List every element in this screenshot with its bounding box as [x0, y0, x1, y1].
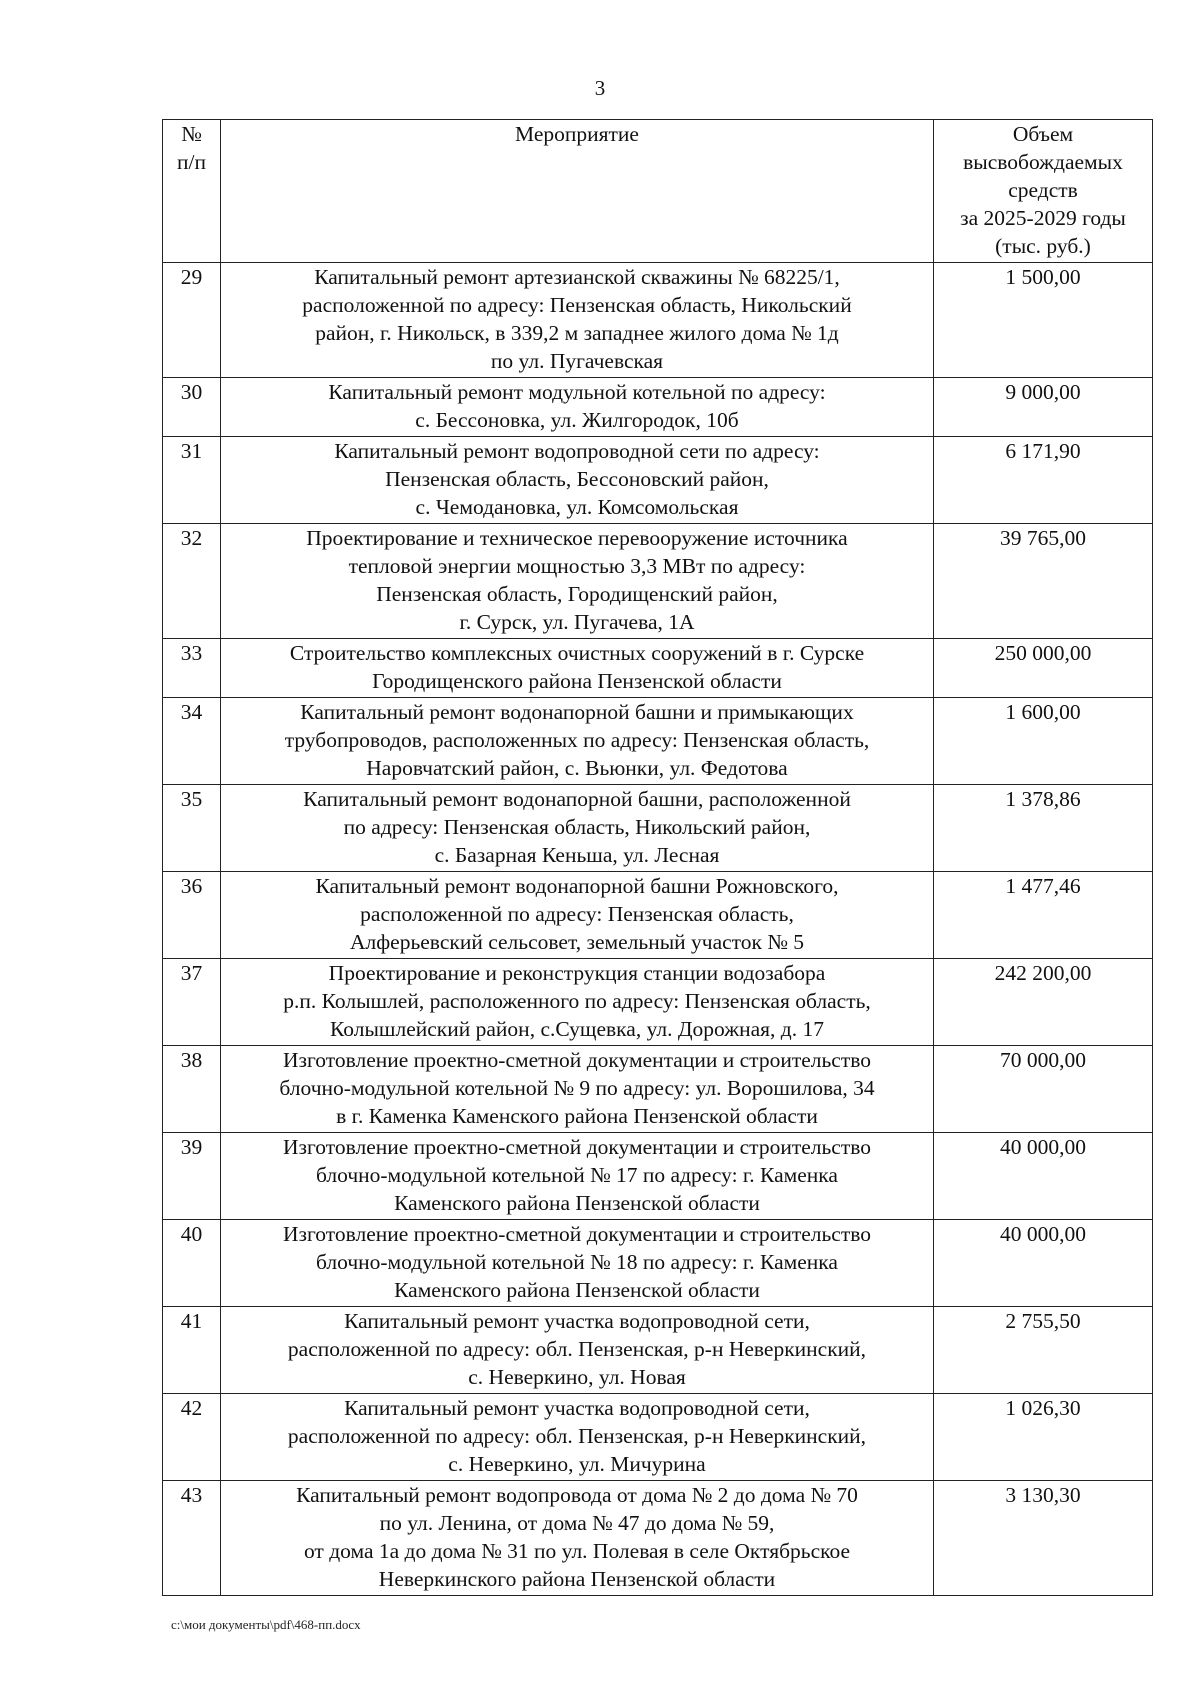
table-row	[163, 437, 1153, 524]
row-number-cell: 34	[163, 698, 221, 785]
row-activity-cell: Проектирование и техническое перевооружение источника тепловой энергии мощностью 3,3 МВт по адресу: Пензенская область, Городищенский район, г. Сурск, ул. Пугачева, 1А	[221, 524, 934, 639]
row-number-cell: 43	[163, 1481, 221, 1596]
row-amount-cell: 70 000,00	[934, 1046, 1153, 1133]
row-amount-cell: 3 130,30	[934, 1481, 1153, 1596]
page-number: 3	[594, 76, 606, 100]
footer-file-path: c:\мои документы\pdf\468-пп.docx	[171, 1617, 361, 1632]
row-amount-cell: 1 378,86	[934, 785, 1153, 872]
table-row	[163, 785, 1153, 872]
measures-table	[162, 119, 1153, 1596]
table-row	[163, 959, 1153, 1046]
row-number-cell: 33	[163, 639, 221, 698]
row-activity-cell: Строительство комплексных очистных сооружений в г. Сурске Городищенского района Пензенской области	[221, 639, 934, 698]
row-number-cell: 36	[163, 872, 221, 959]
row-activity-cell: Изготовление проектно-сметной документации и строительство блочно-модульной котельной № 18 по адресу: г. Каменка Каменского района Пензенской области	[221, 1220, 934, 1307]
row-activity-cell: Капитальный ремонт водонапорной башни Рожновского, расположенной по адресу: Пензенская область, Алферьевский сельсовет, земельный участок № 5	[221, 872, 934, 959]
row-amount-cell: 40 000,00	[934, 1133, 1153, 1220]
row-number-cell: 40	[163, 1220, 221, 1307]
row-activity-cell: Капитальный ремонт водонапорной башни, расположенной по адресу: Пензенская область, Никольский район, с. Базарная Кеньша, ул. Лесная	[221, 785, 934, 872]
table-row	[163, 1220, 1153, 1307]
table-row	[163, 698, 1153, 785]
row-number-cell: 30	[163, 378, 221, 437]
table-header-row	[163, 120, 1153, 263]
row-amount-cell: 2 755,50	[934, 1307, 1153, 1394]
table-row	[163, 1481, 1153, 1596]
row-amount-cell: 1 500,00	[934, 263, 1153, 378]
row-number-cell: 31	[163, 437, 221, 524]
header-number: № п/п	[163, 120, 221, 263]
row-activity-cell: Проектирование и реконструкция станции водозабора р.п. Колышлей, расположенного по адресу: Пензенская область, Колышлейский район, с.Сущевка, ул. Дорожная, д. 17	[221, 959, 934, 1046]
row-amount-cell: 242 200,00	[934, 959, 1153, 1046]
row-activity-cell: Капитальный ремонт водопроводной сети по адресу: Пензенская область, Бессоновский район, с. Чемодановка, ул. Комсомольская	[221, 437, 934, 524]
table-row	[163, 1133, 1153, 1220]
row-number-cell: 37	[163, 959, 221, 1046]
row-activity-cell: Изготовление проектно-сметной документации и строительство блочно-модульной котельной № 9 по адресу: ул. Ворошилова, 34 в г. Каменка Каменского района Пензенской области	[221, 1046, 934, 1133]
table-row	[163, 524, 1153, 639]
row-activity-cell: Капитальный ремонт артезианской скважины № 68225/1, расположенной по адресу: Пензенская область, Никольский район, г. Никольск, в 339,2 м западнее жилого дома № 1д по ул. Пугачевская	[221, 263, 934, 378]
row-activity-cell: Капитальный ремонт модульной котельной по адресу: с. Бессоновка, ул. Жилгородок, 10б	[221, 378, 934, 437]
row-amount-cell: 1 600,00	[934, 698, 1153, 785]
table-row	[163, 1307, 1153, 1394]
table-row	[163, 1394, 1153, 1481]
row-number-cell: 41	[163, 1307, 221, 1394]
row-number-cell: 42	[163, 1394, 221, 1481]
row-activity-cell: Капитальный ремонт участка водопроводной сети, расположенной по адресу: обл. Пензенская, р-н Неверкинский, с. Неверкино, ул. Новая	[221, 1307, 934, 1394]
table-row	[163, 1046, 1153, 1133]
table-row	[163, 263, 1153, 378]
header-amount: Объем высвобождаемых средств за 2025-2029 годы (тыс. руб.)	[934, 120, 1153, 263]
row-amount-cell: 40 000,00	[934, 1220, 1153, 1307]
row-amount-cell: 1 026,30	[934, 1394, 1153, 1481]
row-number-cell: 29	[163, 263, 221, 378]
table-row	[163, 872, 1153, 959]
header-activity: Мероприятие	[221, 120, 934, 263]
row-activity-cell: Капитальный ремонт водонапорной башни и примыкающих трубопроводов, расположенных по адресу: Пензенская область, Наровчатский район, с. Вьюнки, ул. Федотова	[221, 698, 934, 785]
row-amount-cell: 39 765,00	[934, 524, 1153, 639]
row-amount-cell: 9 000,00	[934, 378, 1153, 437]
row-activity-cell: Изготовление проектно-сметной документации и строительство блочно-модульной котельной № 17 по адресу: г. Каменка Каменского района Пензенской области	[221, 1133, 934, 1220]
row-activity-cell: Капитальный ремонт участка водопроводной сети, расположенной по адресу: обл. Пензенская, р-н Неверкинский, с. Неверкино, ул. Мичурина	[221, 1394, 934, 1481]
row-amount-cell: 250 000,00	[934, 639, 1153, 698]
table-row	[163, 378, 1153, 437]
row-number-cell: 35	[163, 785, 221, 872]
row-amount-cell: 1 477,46	[934, 872, 1153, 959]
row-activity-cell: Капитальный ремонт водопровода от дома № 2 до дома № 70 по ул. Ленина, от дома № 47 до дома № 59, от дома 1а до дома № 31 по ул. Полевая в селе Октябрьское Неверкинского района Пензенской области	[221, 1481, 934, 1596]
table-row	[163, 639, 1153, 698]
row-number-cell: 39	[163, 1133, 221, 1220]
row-number-cell: 32	[163, 524, 221, 639]
row-number-cell: 38	[163, 1046, 221, 1133]
row-amount-cell: 6 171,90	[934, 437, 1153, 524]
